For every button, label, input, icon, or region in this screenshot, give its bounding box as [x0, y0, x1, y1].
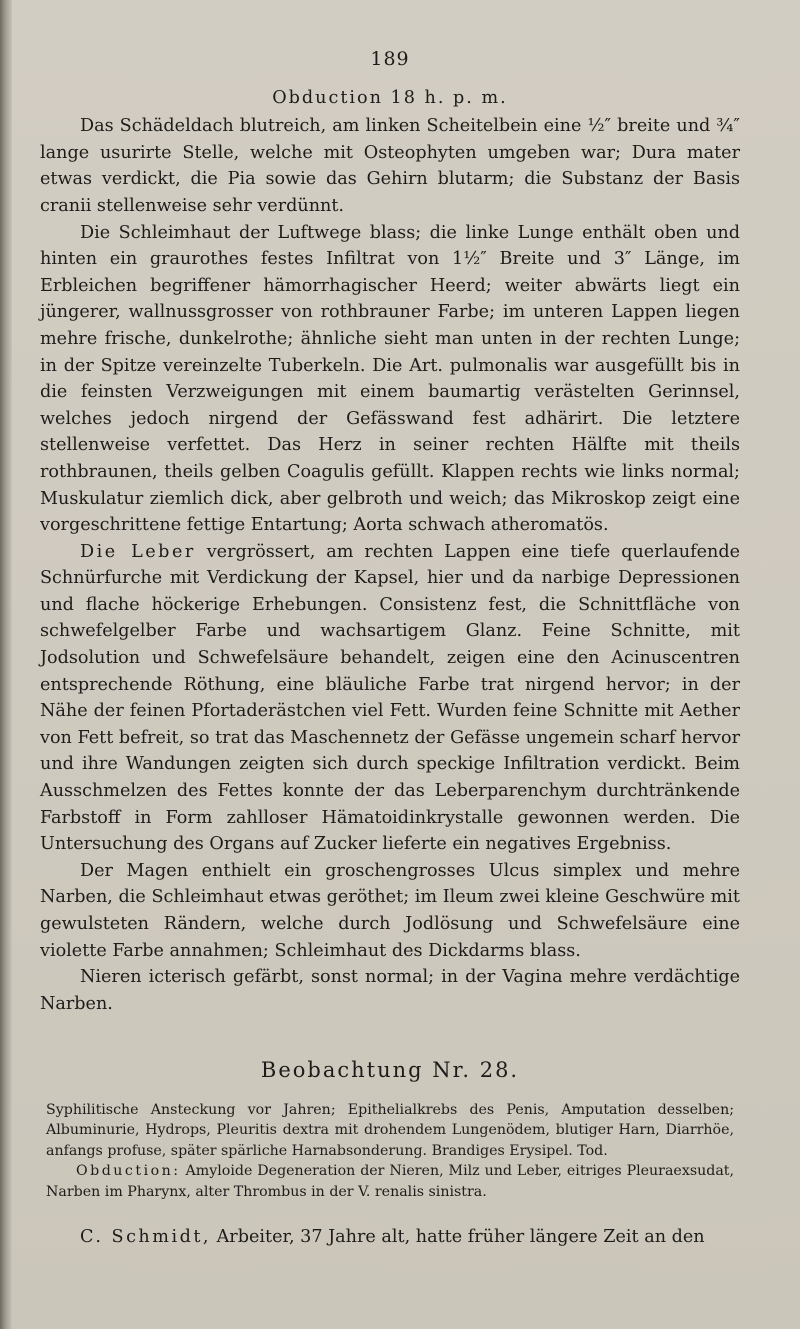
case-text: Arbeiter, 37 Jahre alt, hatte früher längere Zeit an den: [211, 1227, 705, 1248]
observation-title: Beobachtung Nr. 28.: [260, 1058, 520, 1083]
patient-name: C. Schmidt,: [80, 1227, 211, 1248]
liver-label: Die Leber: [80, 541, 196, 562]
paragraph-liver: [40, 539, 740, 858]
page-content: [40, 40, 740, 1251]
summary-obduction: [46, 1161, 734, 1202]
obduction-heading: Obduction 18 h. p. m.: [272, 87, 508, 108]
summary-text: Syphilitische Ansteckung vor Jahren; Epithelialkrebs des Penis, Amputation desselben; Albuminurie, Hydrops, Pleuritis dextra mit drohendem Lungenödem, blutiger Harn, Diarrhöe, anfangs profuse, später spärliche Harnabsonderung. Brandiges Erysipel. Tod.: [46, 1101, 734, 1159]
paragraph-lungs-heart: Die Schleimhaut der Luftwege blass; die linke Lunge enthält oben und hinten ein graurothes festes Infiltrat von 1½″ Breite und 3″ Länge, im Erbleichen begriffener hämorrhagischer Heerd; weiter abwärts liegt ein jüngerer, wallnussgrosser von rothbrauner Farbe; im unteren Lappen liegen mehre frische, dunkelrothe; ähnliche sieht man unten in der rechten Lunge; in der Spitze vereinzelte Tuberkeln. Die Art. pulmonalis war ausgefüllt bis in die feinsten Verzweigungen mit einem baumartig verästelten Gerinnsel, welches jedoch nirgend der Gefässwand fest adhärirt. Die letztere stellenweise verfettet. Das Herz in seiner rechten Hälfte mit theils rothbraunen, theils gelben Coagulis gefüllt. Klappen rechts wie links normal; Muskulatur ziemlich dick, aber gelbroth und weich; das Mikroskop zeigt eine vorgeschrittene fettige Entartung; Aorta schwach atheromatös.: [40, 222, 740, 536]
summary-obduction-label: Obduction:: [76, 1163, 181, 1180]
summary-obduction-text: Amyloide Degeneration der Nieren, Milz und Leber, eitriges Pleuraexsudat, Narben im Pharynx, alter Thrombus in der V. renalis sinistra.: [46, 1163, 734, 1200]
paragraph-stomach: Der Magen enthielt ein groschengrosses Ulcus simplex und mehre Narben, die Schleimhaut etwas geröthet; im Ileum zwei kleine Geschwüre mit gewulsteten Rändern, welche durch Jodlösung und Schwefelsäure eine violette Farbe annahmen; Schleimhaut des Dickdarms blass.: [40, 860, 740, 961]
page-number: 189: [370, 48, 410, 70]
paragraph-kidneys: Nieren icterisch gefärbt, sonst normal; in der Vagina mehre verdächtige Narben.: [40, 967, 740, 1014]
case-paragraph: [40, 1224, 740, 1251]
observation-summary: [46, 1100, 734, 1203]
paragraph-skull: Das Schädeldach blutreich, am linken Scheitelbein eine ½″ breite und ¾″ lange usurirte Stelle, welche mit Osteophyten umgeben war; Dura mater etwas verdickt, die Pia sowie das Gehirn blutarm; die Substanz der Basis cranii stellenweise sehr verdünnt.: [40, 116, 740, 216]
liver-text: vergrössert, am rechten Lappen eine tiefe querlaufende Schnürfurche mit Verdickung der Kapsel, hier und da narbige Depressionen und flache höckerige Erhebungen. Consistenz fest, die Schnittfläche von schwefelgelber Farbe und wachsartigem Glanz. Feine Schnitte, mit Jodsolution und Schwefelsäure behandelt, zeigen eine den Acinuscentren entsprechende Röthung, eine bläuliche Farbe trat nirgend hervor; in der Nähe der feinen Pfortaderästchen viel Fett. Wurden feine Schnitte mit Aether von Fett befreit, so trat das Maschennetz der Gefässe ungemein scharf hervor und ihre Wandungen zeigten sich durch speckige Infiltration verdickt. Beim Ausschmelzen des Fettes konnte der das Leberparenchym durchtränkende Farbstoff in Form zahlloser Hämatoidinkrystalle gewonnen werden. Die Untersuchung des Organs auf Zucker lieferte ein negatives Ergebniss.: [40, 541, 740, 855]
book-spine: [0, 0, 12, 1329]
